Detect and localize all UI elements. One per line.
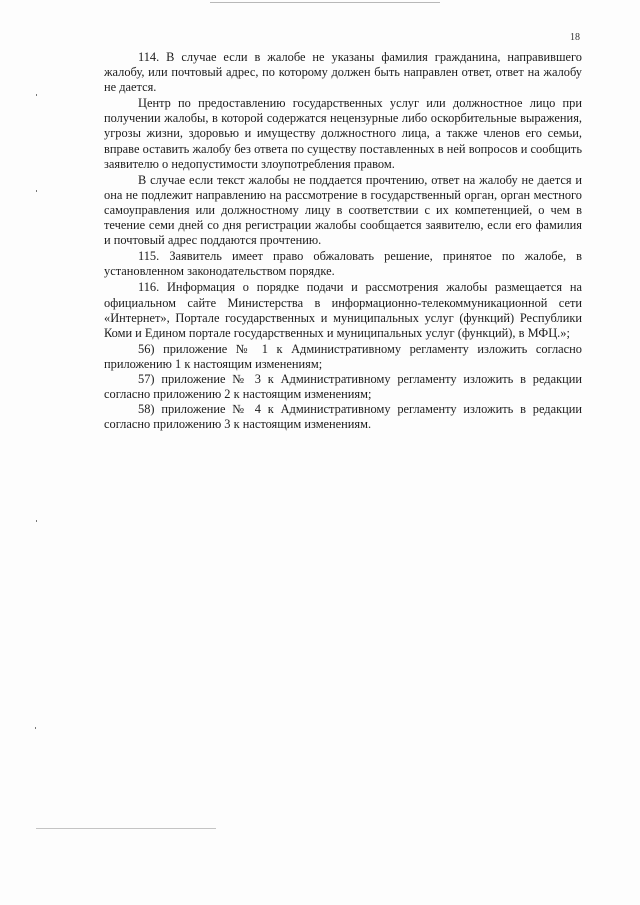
paragraph-115: 115. Заявитель имеет право обжаловать решение, принятое по жалобе, в установленном законодательством порядке. <box>104 249 582 279</box>
paragraph-116: 116. Информация о порядке подачи и рассмотрения жалобы размещается на официальном сайте Министерства в информационно-телекоммуникационной сети «Интернет», Портале государственных и муниципальных услуг (функций) Республики Коми и Едином портале государственных и муниципальных услуг (функций), в МФЦ.»; <box>104 280 582 340</box>
item-58: 58) приложение № 4 к Административному регламенту изложить в редакции согласно приложению 3 к настоящим изменениям. <box>104 402 582 432</box>
paragraph-obscene-complaint: Центр по предоставлению государственных услуг или должностное лицо при получении жалобы, в которой содержатся нецензурные либо оскорбительные выражения, угрозы жизни, здоровью и имуществу должностного лица, а также членов его семьи, вправе оставить жалобу без ответа по существу поставленных в ней вопросов и сообщить заявителю о недопустимости злоупотребления правом. <box>104 96 582 171</box>
item-56: 56) приложение № 1 к Административному регламенту изложить согласно приложению 1 к настоящим изменениям; <box>104 341 582 371</box>
scan-artifact-top <box>210 2 440 3</box>
scan-artifact-dot <box>36 94 37 96</box>
scan-artifact-dot <box>36 520 37 522</box>
scan-artifact-dot <box>35 727 36 729</box>
page-number: 18 <box>570 32 580 43</box>
scan-artifact-bottom <box>36 828 216 829</box>
paragraph-114: 114. В случае если в жалобе не указаны фамилия гражданина, направившего жалобу, или почтовый адрес, по которому должен быть направлен ответ, ответ на жалобу не дается. <box>104 50 582 95</box>
document-body <box>104 50 582 432</box>
scan-artifact-dot <box>36 190 37 192</box>
item-57: 57) приложение № 3 к Административному регламенту изложить в редакции согласно приложению 2 к настоящим изменениям; <box>104 371 582 402</box>
paragraph-unreadable-complaint: В случае если текст жалобы не поддается прочтению, ответ на жалобу не дается и она не подлежит направлению на рассмотрение в государственный орган, орган местного самоуправления или должностному лицу в соответствии с их компетенцией, о чем в течение семи дней со дня регистрации жалобы сообщается заявителю, если его фамилия и почтовый адрес поддаются прочтению. <box>104 172 582 248</box>
